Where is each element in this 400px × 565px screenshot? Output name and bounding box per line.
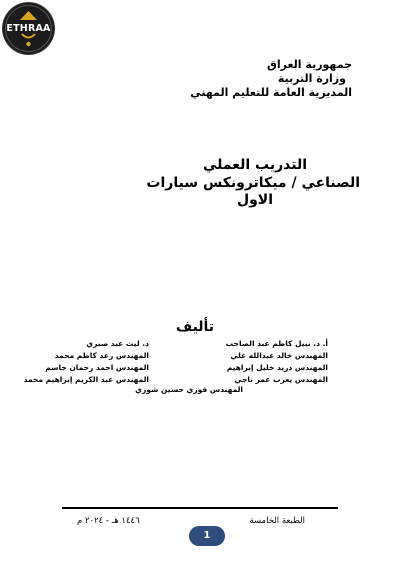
country-name: جمهورية العراق bbox=[267, 58, 352, 71]
page-number-badge: 1 bbox=[189, 526, 225, 546]
publication-date: ١٤٤٦ هـ - ٢٠٢٤ م bbox=[77, 516, 140, 526]
edition-label: الطبعة الخامسة bbox=[249, 516, 305, 526]
author-right-3: المهندس دريد خليل إبراهيم bbox=[226, 363, 328, 372]
author-left-4: المهندس عبد الكريم إبراهيم محمد bbox=[23, 375, 149, 384]
author-right-1: أ. د. نبيل كاظم عبد الصاحب bbox=[225, 339, 328, 348]
book-title bbox=[146, 157, 360, 210]
title-line-3: الاول bbox=[236, 192, 274, 208]
author-left-2: المهندس رعد كاظم محمد bbox=[54, 351, 149, 360]
ministry-header bbox=[132, 58, 352, 100]
author-left-1: د. ليث عبد صبري bbox=[86, 339, 149, 348]
title-line-2: الصناعي / ميكاترونكس سيارات bbox=[146, 174, 360, 191]
authors-heading: تأليف bbox=[175, 319, 215, 335]
logo-text: ETHRAA bbox=[6, 23, 51, 34]
footer-divider bbox=[62, 507, 338, 509]
directorate-name: المديرية العامة للتعليم المهني bbox=[190, 86, 352, 99]
author-left-3: المهندس احمد رحمان جاسم bbox=[45, 363, 149, 372]
title-line-1: التدريب العملي bbox=[202, 157, 308, 173]
author-center: المهندس فوزي حسين شوزي bbox=[135, 385, 243, 394]
ethraa-logo bbox=[3, 3, 54, 54]
author-right-4: المهندس يعرب عمر ناجي bbox=[234, 375, 328, 384]
ministry-name: وزارة التربية bbox=[277, 72, 346, 85]
author-right-2: المهندس خالد عبدالله علي bbox=[230, 351, 328, 360]
